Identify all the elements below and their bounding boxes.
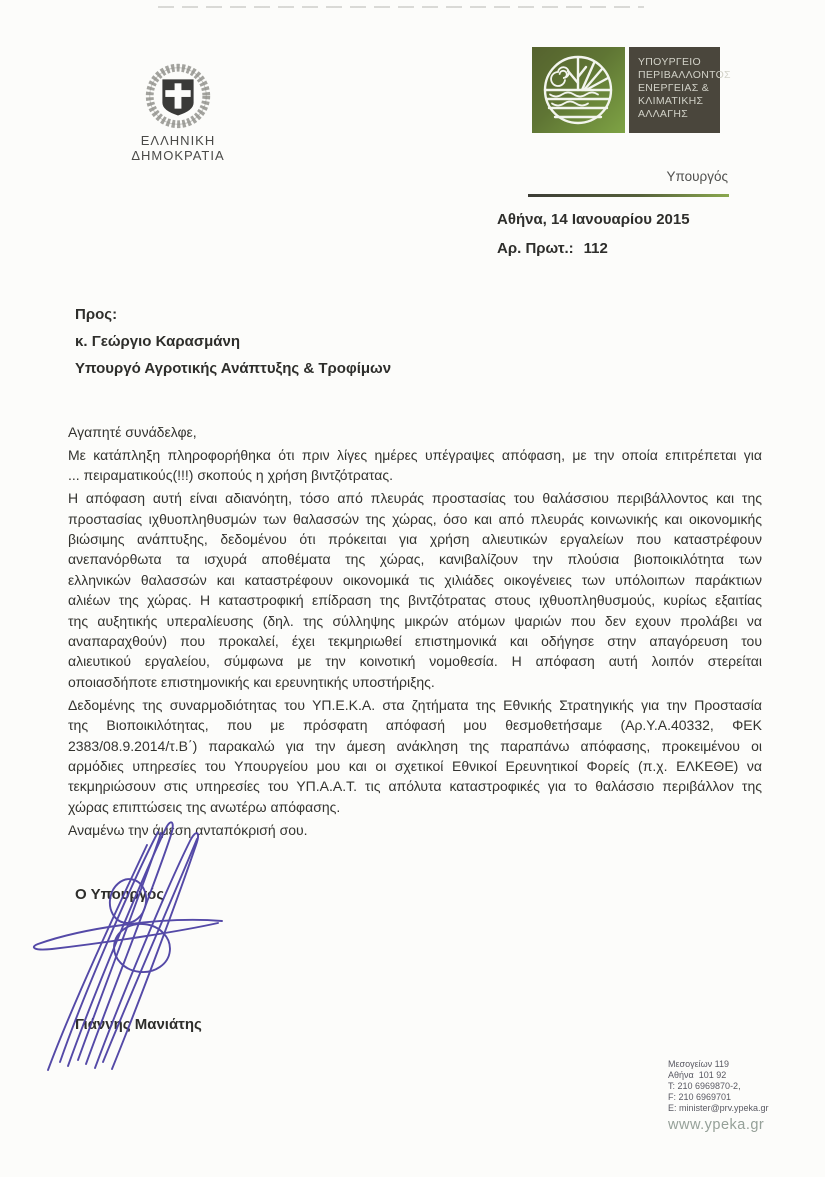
ministry-name-line: ΠΕΡΙΒΑΛΛΟΝΤΟΣ [638, 69, 731, 81]
text-line: προστασίας ιχθυοπληθυσμών των θαλασσών της χώρας, όσο και από πλευράς κοινωνικής και οικονομικής [68, 510, 762, 527]
letterhead-footer [668, 1059, 818, 1133]
text-line: χώρας επιπτώσεις της ανωτέρω απόφασης. [68, 798, 341, 815]
fax-line: F: 210 6969701 [668, 1092, 732, 1102]
text-line: της Βιοποικιλότητας, που με πρόσφατη απόφασή μου θεσμοθετήσαμε (Αρ.Υ.Α.40332, ΦΕΚ [68, 717, 762, 734]
ministry-name-line: ΥΠΟΥΡΓΕΙΟ [638, 56, 701, 68]
text-line: Αναμένω την άμεση ανταπόκρισή σου. [68, 821, 308, 838]
text-line: ελληνικών θαλασσών και καταστρέφουν οικονομικά τις χιλιάδες οικογένειες των υπόλοιπων παράκτιων [68, 571, 762, 588]
text-line: της αυξητικής υπεραλίευσης (δηλ. της σύλληψης μικρών ατόμων ψαριών που δεν εχουν προλάβει να [68, 612, 762, 629]
protocol-value: 112 [583, 240, 608, 257]
website-url: www.ypeka.gr [668, 1117, 765, 1133]
text-line: ... πειραματικούς(!!!) σκοπούς η χρήση βιντζότρατας. [68, 467, 393, 484]
paragraph-3 [68, 695, 762, 817]
text-line: οποιασδήποτε επιστημονικής και ερευνητικής υποστήριξης. [68, 673, 435, 690]
hellenic-republic-label: ΕΛΛΗΝΙΚΗ ΔΗΜΟΚΡΑΤΙΑ [131, 133, 225, 163]
ministry-name-line: ΕΝΕΡΓΕΙΑΣ & [638, 82, 710, 94]
text-line: Αγαπητέ συνάδελφε, [68, 424, 197, 440]
header-divider-rule [528, 194, 729, 197]
sun-sea-emblem-icon [532, 47, 625, 133]
scan-artifact-line [158, 6, 644, 8]
recipient-title: Υπουργό Αγροτικής Ανάπτυξης & Τροφίμων [75, 360, 392, 377]
phone-line: Τ: 210 6969870-2, [668, 1081, 741, 1091]
recipient-name: κ. Γεώργιο Καρασμάνη [75, 333, 240, 350]
recipient-to-label: Προς: [75, 306, 118, 323]
email-line: E: minister@prv.ypeka.gr [668, 1103, 769, 1113]
protocol-number [497, 240, 608, 257]
signoff-role-label: Ο Υπουργός [75, 886, 165, 903]
ministry-logo-emblem [532, 47, 625, 133]
text-line: αναπαραχθούν) που προκαλεί, έχει τεκμηριωθεί επιστημονικά και οδήγησε στην απαγόρευση του [68, 633, 762, 650]
text-line: βιώσιμης ανάπτυξης, δεδομένου ότι πρόκειται για χρήση αλιευτικών εργαλείων που καταστρέφουν [68, 531, 762, 548]
ministry-name-line: ΚΛΙΜΑΤΙΚΗΣ [638, 95, 704, 107]
text-line: 2383/08.9.2014/τ.Β΄) παρακαλώ για την άμεση ανάκληση της παραπάνω απόφασης, προκειμένου οι [68, 737, 762, 754]
text-line: ανεπανόρθωτα τα ισχυρά αποθέματα της χώρας, κανιβαλίζουν την πλούσια βιοποικιλότητα των [68, 551, 762, 568]
address-street: Μεσογείων 119 [668, 1059, 729, 1069]
salutation [68, 422, 762, 442]
ministry-name-line: ΑΛΛΑΓΗΣ [638, 108, 688, 120]
text-line: Δεδομένης της συναρμοδιότητας του ΥΠ.Ε.Κ.Α. στα ζητήματα της Εθνικής Στρατηγικής για την Προστασία [68, 696, 762, 713]
text-line: τεκμηριώσουν στις υπηρεσίες του ΥΠ.Α.Α.Τ. τις απόλυτα καταστροφικές για το θαλάσσιο περιβάλλον της [68, 778, 762, 795]
recipient-block [75, 301, 391, 382]
text-line: αρμόδιες υπηρεσίες του Υπουργείου μου και οι σχετικοί Εθνικοί Ερευνητικοί Φορείς (π.χ. ΕΛΚΕΘΕ) να [68, 758, 762, 774]
ministry-name-block [629, 47, 731, 133]
paragraph-2 [68, 488, 762, 692]
letter-body [68, 422, 762, 843]
text-line: αλιευτικού εργαλείου, σύμφωνα με την κοινοτική νομοθεσία. Η απόφαση αυτή λοιπόν στερείται [68, 653, 762, 670]
closing-line [68, 820, 762, 840]
minister-title-label: Υπουργός [666, 169, 728, 184]
protocol-label: Αρ. Πρωτ.: [497, 240, 574, 257]
address-city: Αθήνα 101 92 [668, 1070, 727, 1080]
text-line: Με κατάπληξη πληροφορήθηκα ότι πριν λίγες ημέρες υπέγραψες απόφαση, με την οποία επιτρέπεται για [68, 446, 762, 463]
signer-name-label: Γιάννης Μανιάτης [75, 1016, 202, 1033]
letter-date: Αθήνα, 14 Ιανουαρίου 2015 [497, 211, 690, 228]
text-line: Η απόφαση αυτή είναι αδιανόητη, τόσο από πλευράς προστασίας του θαλάσσιου περιβάλλοντος και της [68, 490, 762, 507]
text-line: αλιέων της χώρας. Η καταστροφική επίδραση της βιντζότρατας στους ιχθυοπληθυσμούς, κυρίως εξαιτίας [68, 592, 762, 609]
paragraph-1 [68, 445, 762, 486]
greek-coat-of-arms-icon [139, 56, 217, 134]
